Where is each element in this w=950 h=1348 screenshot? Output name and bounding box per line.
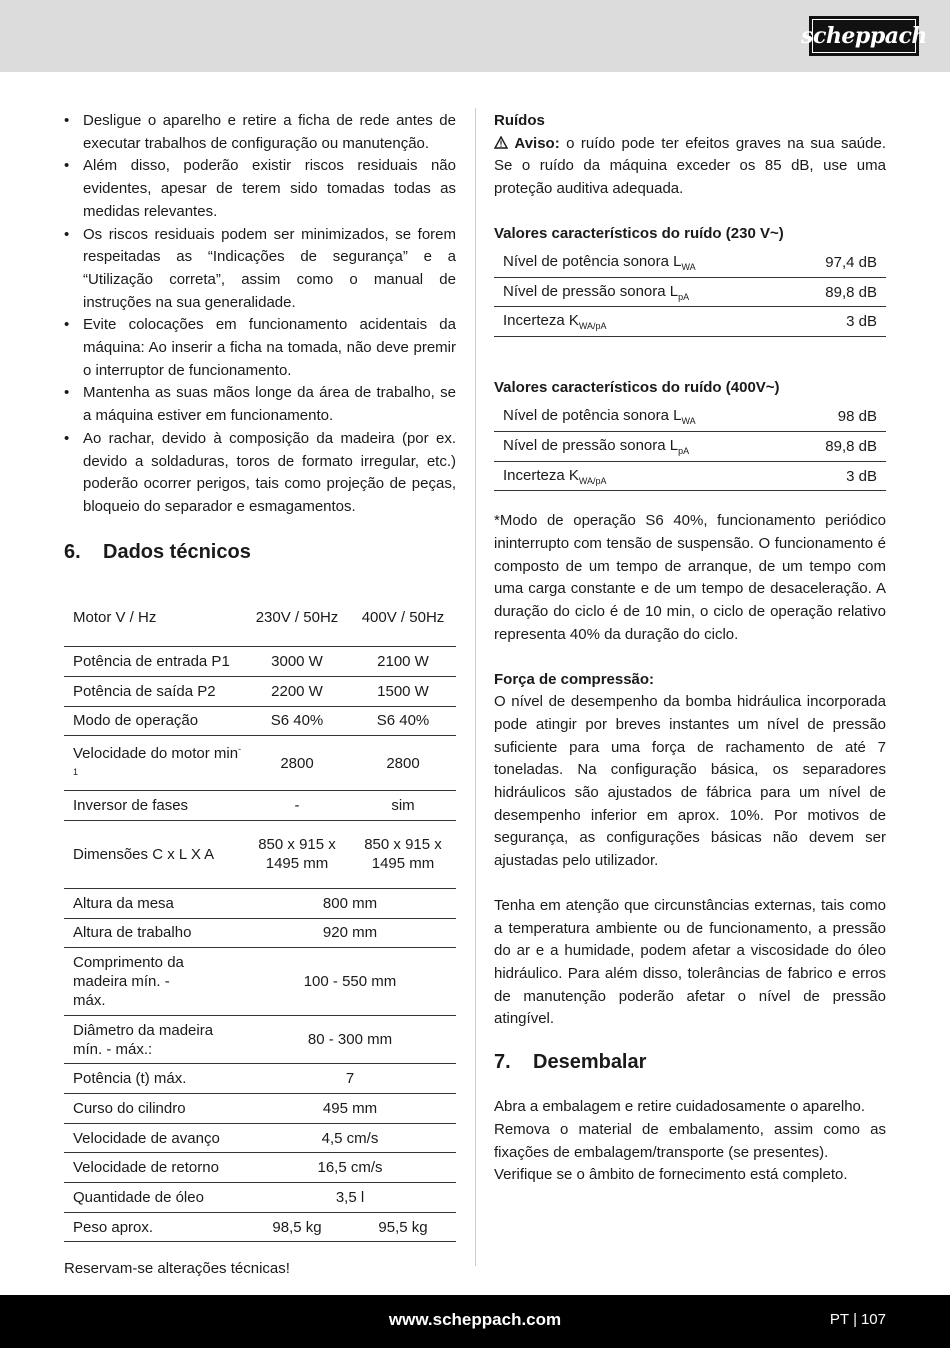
warning-triangle-icon bbox=[494, 136, 508, 149]
unpack-text-3: Verifique se o âmbito de fornecimento está completo. bbox=[494, 1166, 848, 1184]
compression-force-heading: Força de compressão: bbox=[494, 670, 655, 688]
table-row: Nível de potência sonora $L_{WA}$ 97,4 dB bbox=[494, 248, 886, 278]
table-row: Nível de potência sonora $L_{WA}$ 98 dB bbox=[494, 402, 886, 432]
noise-warning: Aviso: o ruído pode ter efeitos graves na sua saúde. Se o ruído da máquina exceder os 85 dB, use uma proteção auditiva adequada. bbox=[494, 134, 886, 198]
table-row: Incerteza $K_{WA/pA}$ 3 dB bbox=[494, 307, 886, 337]
website-link[interactable]: www.scheppach.com bbox=[388, 1310, 562, 1329]
noise-230-heading: Valores característicos do ruído (230 V~) bbox=[494, 224, 784, 242]
table-row: Potência de entrada P1 3000 W 2100 W bbox=[64, 647, 456, 677]
left-column bbox=[64, 110, 456, 1281]
table-row: Comprimento da madeira mín. - máx. 100 - 550 mm bbox=[64, 948, 456, 1016]
unpack-text-2: Remova o material de embalamento, assim como as fixações de embalagem/transporte (se presentes). bbox=[494, 1120, 886, 1161]
unpack-text-1: Abra a embalagem e retire cuidadosamente o aparelho. bbox=[494, 1098, 866, 1116]
right-column bbox=[494, 110, 886, 1187]
table-row: Potência de saída P2 2200 W 1500 W bbox=[64, 676, 456, 706]
list-item: • Além disso, poderão existir riscos residuais não evidentes, apesar de terem sido tomadas todas as medidas relevantes. bbox=[64, 157, 456, 220]
table-row: Incerteza $K_{WA/pA}$ 3 dB bbox=[494, 461, 886, 491]
table-row: Modo de operação S6 40% S6 40% bbox=[64, 706, 456, 736]
table-row: Velocidade de retorno 16,5 cm/s bbox=[64, 1153, 456, 1183]
section-heading-technical-data: 6. Dados técnicos bbox=[64, 540, 251, 563]
technical-data-table bbox=[64, 589, 456, 1243]
page-header bbox=[0, 0, 950, 72]
table-row: Curso do cilindro 495 mm bbox=[64, 1093, 456, 1123]
table-row: Peso aprox. 98,5 kg 95,5 kg bbox=[64, 1212, 456, 1242]
table-row: Potência (t) máx. 7 bbox=[64, 1064, 456, 1094]
table-row: Dimensões C x L X A 850 x 915 x 1495 mm 850 x 915 x 1495 mm bbox=[64, 820, 456, 888]
table-row: Inversor de fases - sim bbox=[64, 791, 456, 821]
operation-mode-note: *Modo de operação S6 40%, funcionamento periódico ininterrupto com tensão de suspensão. O funcionamento é composto de um tempo de arranque, de um tempo com uma carga constante e de um tempo de desaceleração. A duração do ciclo é de 10 min, o ciclo de operação relativo representa 40% da duração do ciclo. bbox=[494, 512, 886, 643]
list-item: • Mantenha as suas mãos longe da área de trabalho, se a máquina estiver em funcionamento. bbox=[64, 384, 456, 425]
table-row: Diâmetro da madeira mín. - máx.: 80 - 300 mm bbox=[64, 1016, 456, 1064]
list-item: • Desligue o aparelho e retire a ficha de rede antes de executar trabalhos de configuração ou manutenção. bbox=[64, 112, 456, 152]
table-row: Altura da mesa 800 mm bbox=[64, 888, 456, 918]
compression-force-text: O nível de desempenho da bomba hidráulica incorporada pode atingir por breves instantes um nível de pressão suficiente para uma força de rachamento de até 7 toneladas. Na configuração básica, os separadores hidráulicos são ajustados de fábrica para um nível de desempenho inferior em aprox. 10%. Por motivos de segurança, as configurações básicas não devem ser ajustadas pelo utilizador. bbox=[494, 693, 886, 870]
page-number: PT | 107 bbox=[829, 1311, 886, 1328]
list-item: • Os riscos residuais podem ser minimizados, se forem respeitadas as “Indicações de segurança” e a “Utilização correta”, assim como o manual de instruções na sua generalidade. bbox=[64, 225, 456, 311]
page-footer bbox=[0, 1295, 950, 1348]
table-row: Motor V / Hz 230V / 50Hz 400V / 50Hz bbox=[64, 589, 456, 647]
noise-heading: Ruídos bbox=[494, 112, 545, 129]
technical-changes-note: Reservam-se alterações técnicas! bbox=[64, 1260, 290, 1278]
noise-400-table bbox=[494, 402, 886, 492]
scheppach-logo: scheppach bbox=[809, 16, 919, 56]
table-row: Nível de pressão sonora $L_{pA}$ 89,8 dB bbox=[494, 431, 886, 461]
list-item: • Ao rachar, devido à composição da madeira (por ex. devido a soldaduras, toros de formato irregular, etc.) poderão ocorrer perigos, tais como projeção de peças, bloqueio do separador e esmagamentos. bbox=[64, 429, 456, 515]
table-row: Altura de trabalho 920 mm bbox=[64, 918, 456, 948]
external-conditions-text: Tenha em atenção que circunstâncias externas, tais como a temperatura ambiente ou de funcionamento, a pressão do ar e a humidade, podem afetar a viscosidade do óleo hidráulico. Para além disso, tolerâncias de fabrico e erros de manutenção poderão afetar o nível de pressão atingível. bbox=[494, 896, 886, 1028]
table-row: Velocidade do motor $\min^{-1}$ 2800 2800 bbox=[64, 736, 456, 791]
noise-230-table bbox=[494, 248, 886, 338]
list-item: • Evite colocações em funcionamento acidentais da máquina: Ao inserir a ficha na tomada, não deve premir o interruptor de funcionamento. bbox=[64, 316, 456, 379]
column-divider bbox=[475, 108, 476, 1266]
table-row: Nível de pressão sonora $L_{pA}$ 89,8 dB bbox=[494, 277, 886, 307]
table-row: Quantidade de óleo 3,5 l bbox=[64, 1183, 456, 1213]
safety-bullet-list bbox=[64, 110, 456, 519]
noise-400-heading: Valores característicos do ruído (400V~) bbox=[494, 379, 780, 397]
section-heading-unpack: 7. Desembalar bbox=[494, 1051, 647, 1074]
table-row: Velocidade de avanço 4,5 cm/s bbox=[64, 1123, 456, 1153]
